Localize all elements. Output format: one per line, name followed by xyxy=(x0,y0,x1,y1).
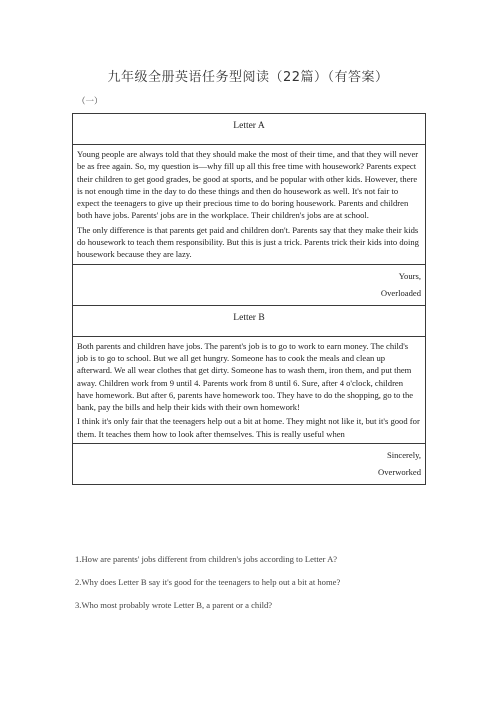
question-3: 3.Who most probably wrote Letter B, a parent or a child? xyxy=(75,600,273,610)
letter-a-signature: Overloaded xyxy=(380,287,421,298)
letter-a-signoff xyxy=(73,264,426,305)
letter-b-heading: Letter B xyxy=(73,305,426,336)
letter-a-heading: Letter A xyxy=(73,114,426,145)
letter-a-paragraph-2: The only difference is that parents get paid and children don't. Parents say that they make their kids do housework to teach them responsibility. But this is just a trick. Parents trick their kids into doing housework because they are lazy. xyxy=(77,224,419,260)
letter-b-signature: Overworked xyxy=(378,467,421,478)
page-title: 九年级全册英语任务型阅读（22篇）（有答案） xyxy=(107,70,389,85)
letter-b-paragraph-1: Both parents and children have jobs. The parent's job is to go to work to earn money. The child's job is to go to school. But we all get hungry. Someone has to cook the meals and clean up afterward. We all wear clothes that get dirty. Someone has to wash them, iron them, and put them away. Children work from 9 until 4. Parents work from 8 until 6. Sure, after 4 o'clock, children have homework. But after 6, parents have homework too. They have to do the shopping, go to the bank, pay the bills and help their kids with their own homework! xyxy=(77,340,414,413)
letter-a-body xyxy=(73,145,426,265)
section-number: （一） xyxy=(77,97,103,107)
letter-b-signoff xyxy=(73,444,426,485)
letter-b-closing: Sincerely, xyxy=(386,450,421,461)
question-2: 2.Why does Letter B say it's good for the teenagers to help out a bit at home? xyxy=(75,577,341,587)
letter-b-body xyxy=(73,336,426,443)
question-1: 1.How are parents' jobs different from children's jobs according to Letter A? xyxy=(75,554,338,564)
letter-a-paragraph-1: Young people are always told that they should make the most of their time, and that they will never be as free again. So, my question is—why fill up all this free time with housework? Parents expect their children to get good grades, be good at sports, and be popular with other kids. However, there is not enough time in the day to do these things and then do housework as well. It's not fair to expect the teenagers to give up their precious time to do boring housework. Parents and children both have jobs. Parents' jobs are in the workplace. Their children's jobs are at school. xyxy=(77,149,419,221)
letter-a-closing: Yours, xyxy=(398,270,421,281)
letter-b-paragraph-2: I think it's only fair that the teenagers help out a bit at home. They might not like it, but it's good for them. It teaches them how to look after themselves. This is really useful when xyxy=(77,416,420,439)
question-list xyxy=(75,552,340,621)
letters-table xyxy=(72,113,426,485)
